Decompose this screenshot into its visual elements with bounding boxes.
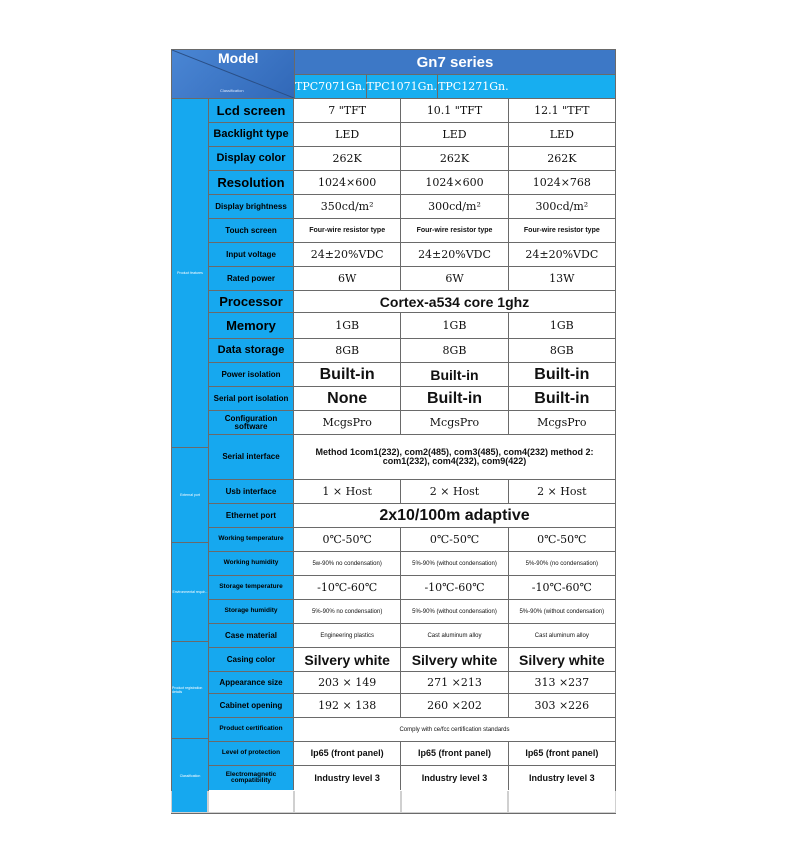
row-label: Level of protection — [209, 742, 294, 765]
spec-value: Comply with ce/fcc certification standards — [399, 726, 510, 733]
row-values — [294, 291, 615, 312]
spec-value: Built-in — [400, 363, 507, 386]
row-label: Working temperature — [209, 528, 294, 551]
spec-value: Built-in — [319, 365, 375, 383]
spec-value: Engineering plastics — [320, 632, 375, 639]
spec-value: 192 × 138 — [318, 699, 377, 712]
spec-value: LED — [508, 123, 615, 146]
table-row — [209, 147, 615, 171]
table-row — [209, 672, 615, 694]
row-label: Electromagnetic compatibility — [209, 766, 294, 790]
table-row — [209, 576, 615, 600]
spec-value: 300cd/m² — [400, 195, 507, 218]
spec-value: 2 × Host — [400, 480, 507, 503]
header-corner — [172, 50, 295, 98]
spec-value: 8GB — [335, 344, 360, 357]
row-values — [294, 648, 615, 671]
spec-value: Built-in — [400, 387, 507, 410]
spec-value: -10℃-60℃ — [317, 581, 378, 594]
spec-value: None — [327, 389, 368, 407]
spec-value: Ip65 (front panel) — [508, 742, 615, 765]
table-row — [209, 766, 615, 790]
spec-value: 1GB — [508, 313, 615, 338]
spec-value: 5%-90% (without condensation) — [400, 552, 507, 575]
table-row — [209, 411, 615, 435]
spec-value: Industry level 3 — [400, 766, 507, 790]
table-row — [209, 195, 615, 219]
row-label: Ethernet port — [209, 504, 294, 527]
spec-value: Ip65 (front panel) — [310, 748, 384, 758]
table-row — [209, 694, 615, 718]
spec-table — [171, 49, 616, 814]
row-label: Working humidity — [209, 552, 294, 575]
row-label: Serial interface — [209, 435, 294, 479]
row-values — [294, 99, 615, 122]
spec-value: Industry level 3 — [314, 772, 380, 783]
spec-value: 10.1 "TFT — [400, 99, 507, 122]
row-values — [294, 480, 615, 503]
model-label: Model — [218, 50, 259, 66]
spec-value: 12.1 "TFT — [508, 99, 615, 122]
row-values — [294, 195, 615, 218]
spec-value: McgsPro — [400, 411, 507, 434]
model-name: TPC1071Gn. — [366, 75, 438, 98]
spec-value: -10℃-60℃ — [400, 576, 507, 599]
spec-value: Ip65 (front panel) — [400, 742, 507, 765]
spec-value: 7 "TFT — [328, 104, 367, 117]
row-values — [294, 528, 615, 551]
row-label: Appearance size — [209, 672, 294, 693]
row-label: Memory — [209, 313, 294, 338]
spec-value: Built-in — [508, 387, 615, 410]
spec-value: Four-wire resistor type — [309, 227, 386, 234]
spec-value: 2 × Host — [508, 480, 615, 503]
empty-footer-row — [171, 791, 616, 813]
spec-value: 0℃-50℃ — [322, 533, 372, 546]
row-values — [294, 339, 615, 362]
table-row — [209, 742, 615, 766]
spec-value: 24±20%VDC — [310, 248, 384, 261]
row-label: Data storage — [209, 339, 294, 362]
table-row — [209, 624, 615, 648]
row-label: Usb interface — [209, 480, 294, 503]
header-right — [295, 50, 615, 98]
spec-rows — [209, 99, 615, 813]
empty-cell — [171, 791, 208, 813]
table-row — [209, 243, 615, 267]
spec-value: 13W — [508, 267, 615, 290]
spec-value: 0℃-50℃ — [400, 528, 507, 551]
row-values — [294, 267, 615, 290]
spec-value: Cast aluminum alloy — [400, 624, 507, 647]
table-row — [209, 387, 615, 411]
table-row — [209, 123, 615, 147]
table-row — [209, 363, 615, 387]
group-label: Product registration details — [172, 642, 208, 739]
table-row — [209, 600, 615, 624]
spec-value: LED — [400, 123, 507, 146]
row-label: Case material — [209, 624, 294, 647]
spec-value: 24±20%VDC — [400, 243, 507, 266]
table-row — [209, 313, 615, 339]
row-label: Touch screen — [209, 219, 294, 242]
spec-value: 1GB — [400, 313, 507, 338]
spec-value: LED — [335, 128, 360, 141]
spec-value: Built-in — [508, 363, 615, 386]
row-label: Casing color — [209, 648, 294, 671]
row-values — [294, 742, 615, 765]
table-row — [209, 504, 615, 528]
row-label: Processor — [209, 291, 294, 312]
row-values — [294, 171, 615, 194]
spec-value: 8GB — [508, 339, 615, 362]
row-values — [294, 694, 615, 717]
table-header — [172, 50, 615, 98]
row-label: Display brightness — [209, 195, 294, 218]
spec-value: 6W — [400, 267, 507, 290]
spec-value: 300cd/m² — [508, 195, 615, 218]
spec-value: Method 1com1(232), com2(485), com3(485), com4(232) method 2: com1(232), com4(232), com9(422) — [315, 447, 594, 466]
spec-value: 262K — [332, 152, 362, 165]
empty-cell — [401, 791, 508, 813]
spec-value: Four-wire resistor type — [400, 219, 507, 242]
spec-value: Industry level 3 — [508, 766, 615, 790]
row-values — [294, 766, 615, 790]
spec-value: Cortex-a534 core 1ghz — [379, 293, 530, 310]
table-row — [209, 552, 615, 576]
spec-value: 1 × Host — [322, 485, 372, 498]
row-values — [294, 600, 615, 623]
table-row — [209, 339, 615, 363]
table-row — [209, 99, 615, 123]
model-name: TPC7071Gn. — [295, 80, 366, 93]
empty-cell — [294, 791, 401, 813]
table-body — [172, 98, 615, 813]
row-label: Resolution — [209, 171, 294, 194]
spec-value: 24±20%VDC — [508, 243, 615, 266]
spec-value: 5%-90% (without condensation) — [400, 600, 507, 623]
spec-value: Silvery white — [508, 648, 615, 671]
row-label: Rated power — [209, 267, 294, 290]
row-label: Product certification — [209, 718, 294, 741]
row-values — [294, 123, 615, 146]
table-row — [209, 648, 615, 672]
group-label: Product features — [172, 99, 208, 448]
spec-value: 1024×600 — [318, 176, 377, 189]
row-values — [294, 243, 615, 266]
row-values — [294, 672, 615, 693]
row-values — [294, 363, 615, 386]
row-label: Storage humidity — [209, 600, 294, 623]
table-row — [209, 267, 615, 291]
spec-value: Cast aluminum alloy — [508, 624, 615, 647]
spec-value: 350cd/m² — [320, 200, 374, 213]
series-title: Gn7 series — [295, 50, 615, 75]
row-values — [294, 411, 615, 434]
row-values — [294, 387, 615, 410]
row-values — [294, 718, 615, 741]
spec-value: McgsPro — [508, 411, 615, 434]
row-values — [294, 435, 615, 479]
row-values — [294, 147, 615, 170]
row-label: Input voltage — [209, 243, 294, 266]
spec-value: -10℃-60℃ — [508, 576, 615, 599]
row-label: Backlight type — [209, 123, 294, 146]
spec-value: 0℃-50℃ — [508, 528, 615, 551]
spec-value: 5w-90% no condensation) — [312, 560, 382, 567]
row-label: Lcd screen — [209, 99, 294, 122]
row-label: Power isolation — [209, 363, 294, 386]
spec-value: 8GB — [400, 339, 507, 362]
spec-value: 5%-90% no condensation) — [311, 608, 383, 615]
table-row — [209, 435, 615, 480]
group-label: External port — [172, 448, 208, 543]
table-row — [209, 528, 615, 552]
spec-value: 5%-90% (no condensation) — [508, 552, 615, 575]
row-values — [294, 313, 615, 338]
spec-value: McgsPro — [322, 416, 372, 429]
spec-value: 1GB — [335, 319, 360, 332]
spec-value: 6W — [338, 272, 357, 285]
spec-value: Four-wire resistor type — [508, 219, 615, 242]
row-values — [294, 624, 615, 647]
row-label: Cabinet opening — [209, 694, 294, 717]
spec-value: 313 ×237 — [508, 672, 615, 693]
row-label: Serial port isolation — [209, 387, 294, 410]
spec-value: 262K — [400, 147, 507, 170]
row-label: Configuration software — [209, 411, 294, 434]
spec-value: 2x10/100m adaptive — [379, 506, 530, 524]
spec-value: 5%-90% (without condensation) — [508, 600, 615, 623]
row-values — [294, 552, 615, 575]
spec-value: Silvery white — [400, 648, 507, 671]
table-row — [209, 171, 615, 195]
row-label: Storage temperature — [209, 576, 294, 599]
row-values — [294, 219, 615, 242]
row-values — [294, 576, 615, 599]
model-names — [295, 75, 615, 98]
table-row — [209, 718, 615, 742]
spec-value: 271 ×213 — [400, 672, 507, 693]
row-label: Display color — [209, 147, 294, 170]
group-label: Classification — [172, 739, 208, 813]
table-row — [209, 480, 615, 504]
row-values — [294, 504, 615, 527]
spec-value: 262K — [508, 147, 615, 170]
table-row — [209, 219, 615, 243]
spec-value: 1024×600 — [400, 171, 507, 194]
spec-value: 1024×768 — [508, 171, 615, 194]
spec-value: 203 × 149 — [318, 676, 377, 689]
empty-cell — [208, 791, 294, 813]
group-label: Environmental requir... — [172, 543, 208, 642]
model-name: TPC1271Gn. — [437, 75, 509, 98]
spec-value: Silvery white — [304, 651, 390, 668]
table-row — [209, 291, 615, 313]
spec-value: 303 ×226 — [508, 694, 615, 717]
spec-value: 260 ×202 — [400, 694, 507, 717]
group-column — [172, 99, 209, 813]
empty-cell — [508, 791, 616, 813]
classification-label: Classification — [220, 88, 244, 93]
